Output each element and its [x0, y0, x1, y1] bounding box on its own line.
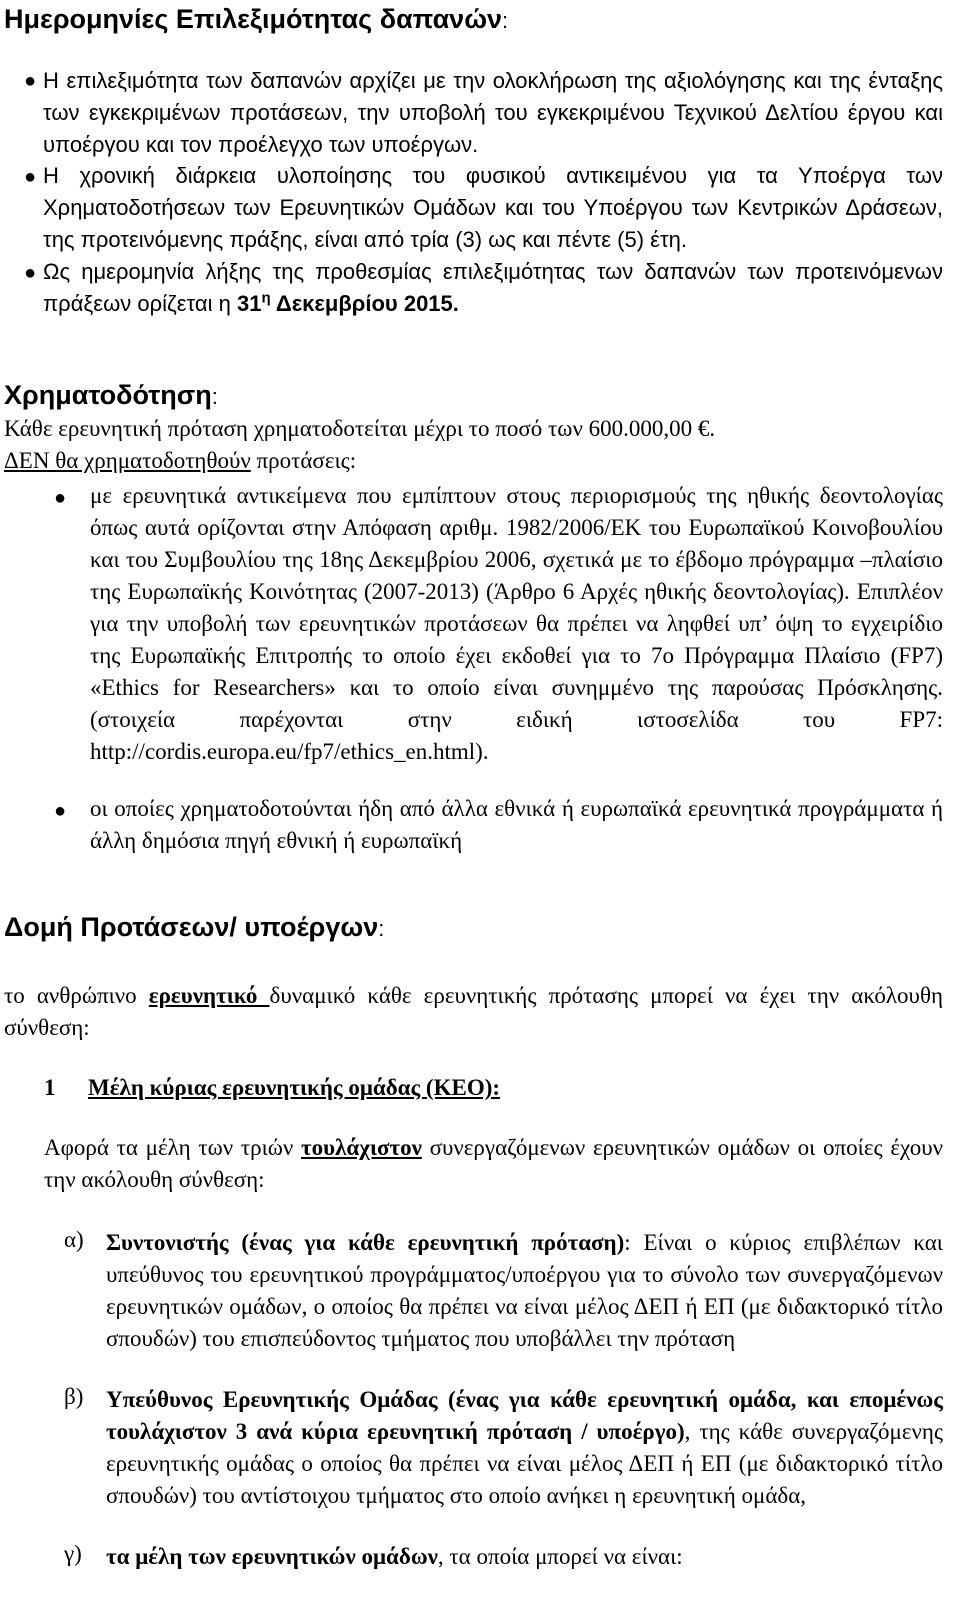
structure-heading — [4, 912, 384, 943]
funding-bullet-1: με ερευνητικά αντικείμενα που εμπίπτουν στους περιορισμούς της ηθικής δεοντολογίας όπως αυτά ορίζονται στην Απόφαση αριθμ. 1982/2006/ΕΚ του Ευρωπαϊκού Κοινοβουλίου και του Συμβουλίου της 18ης Δεκεμβρίου 2006, σχετικά με το έβδομο πρόγραμμα –πλαίσιο της Ευρωπαϊκής Κοινότητας (2007-2013) (Άρθρο 6 Αρχές ηθικής δεοντολογίας). Επιπλέον για την υποβολή των ερευνητικών προτάσεων θα πρέπει να ληφθεί υπ’ όψη το εγχειρίδιο της Ευρωπαϊκής Επιτροπής το οποίο έχει εκδοθεί για το 7ο Πρόγραμμα Πλαίσιο (FP7) «Ethics for Researchers» και το οποίο είναι συνημμένο της παρούσας Πρόσκλησης. (στοιχεία παρέχονται στην ειδική ιστοσελίδα του FP7: http://cordis.europa.eu/fp7/ethics_en.html). — [90, 483, 943, 764]
heading-colon: : — [502, 8, 509, 33]
bullet-icon: ● — [24, 262, 37, 284]
eligibility-bullet-3 — [43, 256, 943, 320]
item-b — [106, 1384, 943, 1512]
structure-paragraph — [44, 1132, 943, 1196]
bullet-icon: ● — [54, 800, 67, 822]
structure-heading-text: Δομή Προτάσεων/ υποέργων — [4, 912, 379, 942]
item-c — [106, 1541, 943, 1573]
item-a-text: : Είναι ο κύριος επιβλέπων και υπεύθυνος του ερευνητικού προγράμματος/υποέργου για το σύνολο των συνεργαζόμενων ερευνητικών ομάδων, ο οποίος θα πρέπει να είναι μέλος ΔΕΠ ή ΕΠ (με διδακτορικό τίτλο σπουδών) του επισπεύδοντος τμήματος που υποβάλλει την πρόταση — [106, 1230, 943, 1351]
heading-colon: : — [211, 384, 218, 409]
funding-line-1: Κάθε ερευνητική πρόταση χρηματοδοτείται μέχρι το ποσό των 600.000,00 €. — [4, 416, 716, 441]
bullet-3-text: Ως ημερομηνία λήξης της προθεσμίας επιλεξιμότητας των δαπανών των προτεινόμενων πράξεων ορίζεται η — [43, 259, 943, 316]
para-text-c: συνεργαζόμενων ερευνητικών ομάδων οι οποίες έχουν την ακόλουθη σύνθεση: — [44, 1135, 943, 1192]
not-funded-rest: προτάσεις: — [250, 448, 357, 473]
item-a — [106, 1227, 943, 1355]
heading-colon: : — [378, 916, 385, 941]
funding-heading-text: Χρηματοδότηση — [4, 380, 212, 410]
item-a-title: Συντονιστής (ένας για κάθε ερευνητική πρόταση) — [106, 1230, 625, 1255]
bullet-icon: ● — [24, 166, 37, 188]
para-emphasis: τουλάχιστον — [301, 1135, 422, 1160]
eligibility-bullet-2: Η χρονική διάρκεια υλοποίησης του φυσικού αντικειμένου για τα Υποέργα των Χρηματοδοτήσεων των Ερευνητικών Ομάδων και του Υποέργου των Κεντρικών Δράσεων, της προτεινόμενης πράξης, είναι από τρία (3) ως και πέντε (5) έτη. — [43, 163, 943, 252]
deadline-superscript: η — [261, 289, 271, 307]
item-c-text: , τα οποία μπορεί να είναι: — [437, 1544, 683, 1569]
eligibility-bullet-1: Η επιλεξιμότητα των δαπανών αρχίζει με την ολοκλήρωση της αξιολόγησης και της ένταξης των εγκεκριμένων προτάσεων, την υποβολή του εγκεκριμένου Τεχνικού Δελτίου έργου και υποέργου και τον προέλεγχο των υποέργων. — [43, 68, 943, 157]
item-c-title: τα μέλη των ερευνητικών ομάδων — [106, 1544, 438, 1569]
item-a-label: α) — [64, 1227, 84, 1252]
bullet-icon: ● — [54, 487, 67, 509]
item-b-label: β) — [64, 1384, 84, 1409]
eligibility-heading-text: Ημερομηνίες Επιλεξιμότητας δαπανών — [4, 4, 503, 34]
intro-text-a: το ανθρώπινο — [4, 983, 149, 1008]
not-funded-label: ΔΕΝ θα χρηματοδοτηθούν — [4, 448, 251, 473]
funding-line-2 — [4, 448, 356, 474]
item-c-label: γ) — [64, 1541, 82, 1566]
item-b-title: Υπεύθυνος Ερευνητικής Ομάδας (ένας για κάθε ερευνητική ομάδα, και επομένως τουλάχιστον 3 ανά κύρια ερευνητική πρόταση / υποέργο) — [106, 1387, 943, 1444]
deadline-date: Δεκεμβρίου 2015. — [270, 291, 459, 316]
eligibility-heading — [4, 4, 508, 35]
structure-intro — [4, 980, 943, 1044]
deadline-day: 31 — [236, 291, 262, 316]
section-number: 1 — [44, 1075, 56, 1100]
funding-bullet-2: οι οποίες χρηματοδοτούνται ήδη από άλλα εθνικά ή ευρωπαϊκά ερευνητικά προγράμματα ή άλλη δημόσια πηγή εθνική ή ευρωπαϊκή — [90, 796, 943, 853]
bullet-icon: ● — [24, 70, 37, 92]
para-text-a: Αφορά τα μέλη των τριών — [44, 1135, 302, 1160]
item-b-text: , της κάθε συνεργαζόμενης ερευνητικής ομάδας ο οποίος θα πρέπει να είναι μέλος ΔΕΠ ή ΕΠ (με διδακτορικό τίτλο σπουδών) του αντίστοιχου τμήματος στο οποίο ανήκει η ερευνητική ομάδα, — [106, 1419, 943, 1508]
intro-emphasis: ερευνητικό — [148, 983, 270, 1008]
funding-heading — [4, 380, 218, 411]
intro-text-c: δυναμικό κάθε ερευνητικής πρότασης μπορεί να έχει την ακόλουθη σύνθεση: — [4, 983, 943, 1040]
section-title: Μέλη κύριας ερευνητικής ομάδας (ΚΕΟ): — [88, 1075, 501, 1100]
